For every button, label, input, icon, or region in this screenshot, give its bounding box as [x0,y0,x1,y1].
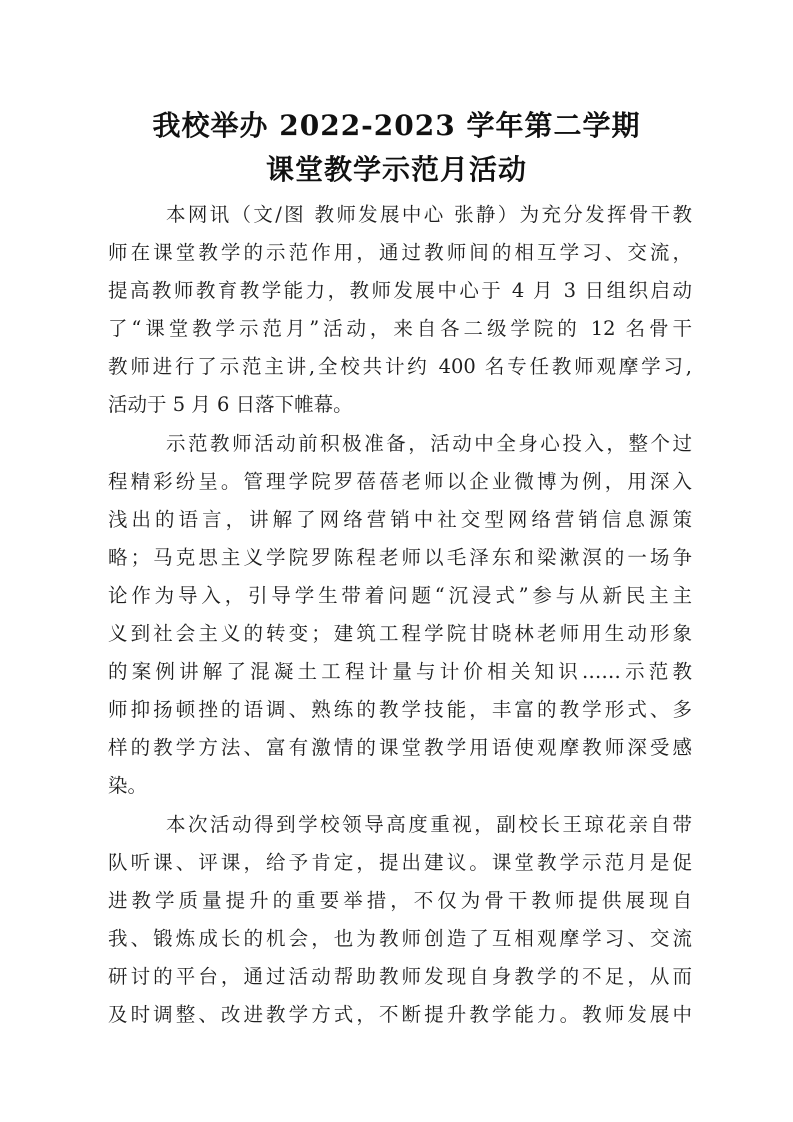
paragraph-line: 提高教师教育教学能力，教师发展中心于 4 月 3 日组织启动 [108,279,692,302]
paragraph-line: 队听课、评课，给予肯定，提出建议。课堂教学示范月是促 [108,851,692,874]
paragraph-line: 师在课堂教学的示范作用，通过教师间的相互学习、交流， [108,241,692,264]
paragraph-line: 论作为导入，引导学生带着问题“沉浸式”参与从新民主主 [108,584,692,607]
paragraph-line: 师抑扬顿挫的语调、熟练的教学技能，丰富的教学形式、多 [108,698,692,721]
paragraph-line: 我、锻炼成长的机会，也为教师创造了互相观摩学习、交流 [108,927,692,950]
paragraph-line: 进教学质量提升的重要举措，不仅为骨干教师提供展现自 [108,889,692,912]
paragraph-line: 本次活动得到学校领导高度重视，副校长王琼花亲自带 [166,813,692,836]
paragraph-line: 活动于 5 月 6 日落下帷幕。 [108,393,353,416]
paragraph-line: 教师进行了示范主讲,全校共计约 400 名专任教师观摩学习, [108,355,692,378]
paragraph-line: 本网讯（文/图 教师发展中心 张静）为充分发挥骨干教 [166,203,692,226]
paragraph-2 [108,425,692,805]
paragraph-line: 程精彩纷呈。管理学院罗蓓蓓老师以企业微博为例，用深入 [108,470,692,493]
document-title-line-2: 课堂教学示范月活动 [265,153,527,186]
paragraph-line: 及时调整、改进教学方式，不断提升教学能力。教师发展中 [108,1003,692,1026]
paragraph-3 [108,806,692,1034]
paragraph-line: 染。 [108,774,148,797]
paragraph-1 [108,196,692,424]
paragraph-line: 略；马克思主义学院罗陈程老师以毛泽东和梁漱溟的一场争 [108,546,692,569]
paragraph-line: 了“课堂教学示范月”活动，来自各二级学院的 12 名骨干 [108,317,692,340]
paragraph-line: 示范教师活动前积极准备，活动中全身心投入，整个过 [166,432,692,455]
paragraph-line: 浅出的语言，讲解了网络营销中社交型网络营销信息源策 [108,508,692,531]
paragraph-line: 的案例讲解了混凝土工程计量与计价相关知识……示范教 [108,660,692,683]
paragraph-line: 研讨的平台，通过活动帮助教师发现自身教学的不足，从而 [108,965,692,988]
paragraph-line: 义到社会主义的转变；建筑工程学院甘晓林老师用生动形象 [108,622,692,645]
paragraph-line: 样的教学方法、富有激情的课堂教学用语使观摩教师深受感 [108,736,692,759]
document-title-line-1: 我校举办 2022-2023 学年第二学期 [152,109,641,142]
